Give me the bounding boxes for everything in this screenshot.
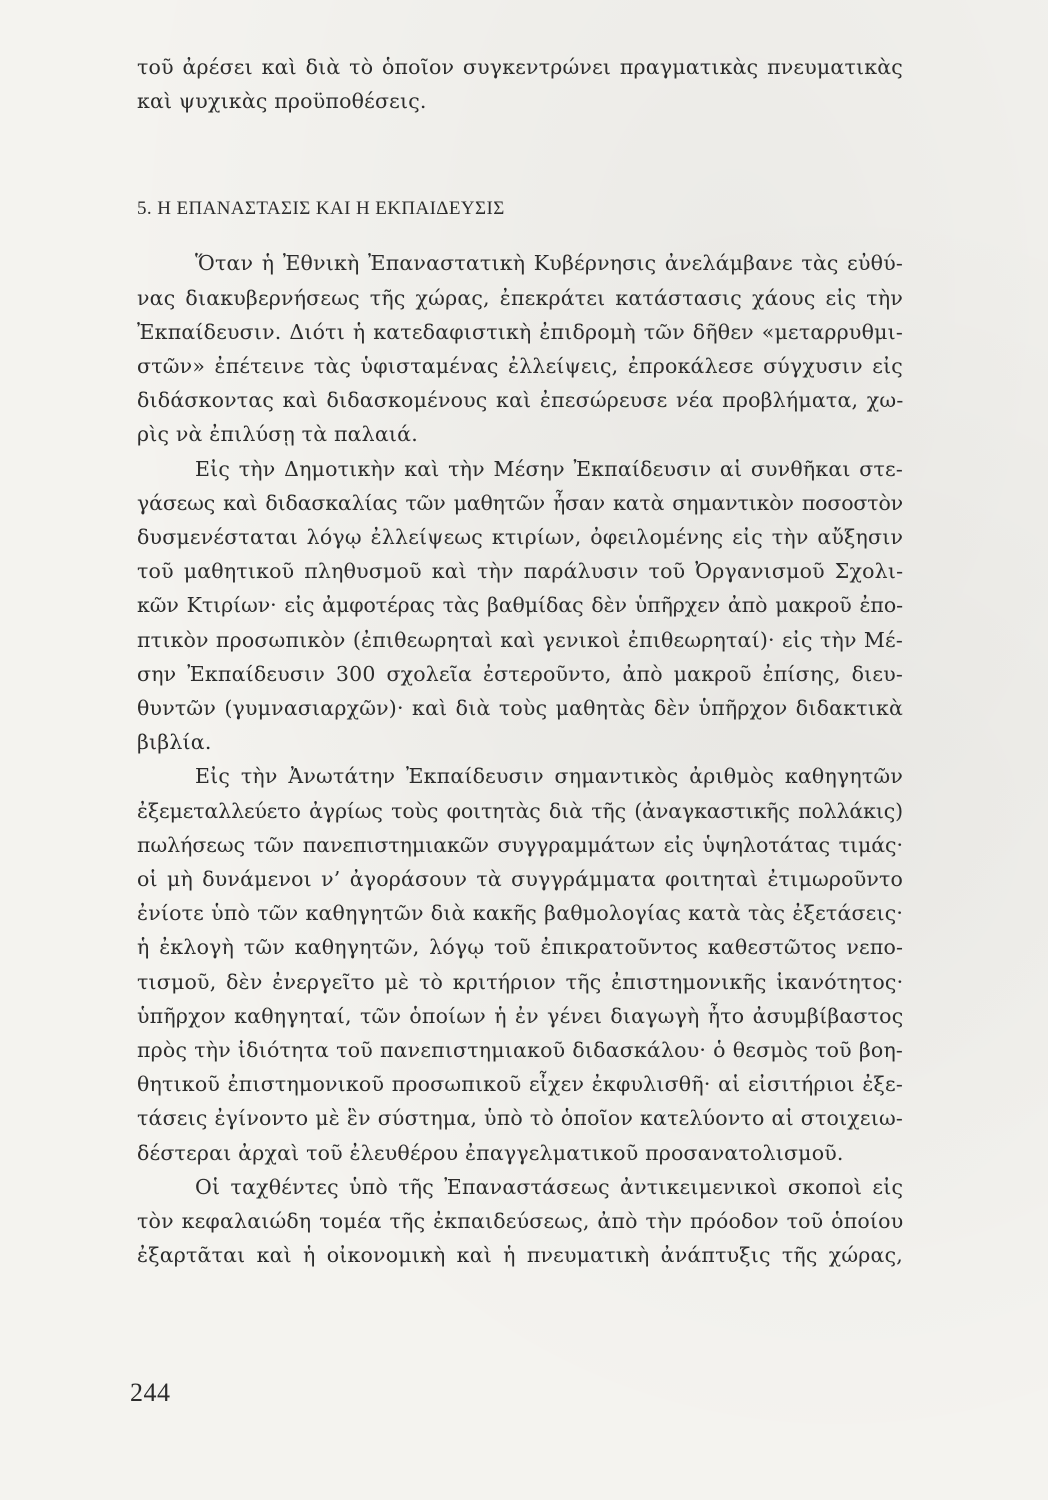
text-line: τοῦ ἀρέσει καὶ διὰ τὸ ὁποῖον συγκεντρώνει πραγματικὰς πνευματικὰς [137, 55, 903, 79]
text-line: κῶν Κτιρίων· εἰς ἀμφοτέρας τὰς βαθμίδας δὲν ὑπῆρχεν ἀπὸ μακροῦ ἐπο- [137, 593, 903, 618]
text-line: τάσεις ἐγίνοντο μὲ ἓν σύστημα, ὑπὸ τὸ ὁποῖον κατελύοντο αἱ στοιχειω- [137, 1106, 903, 1131]
text-line: νας διακυβερνήσεως τῆς χώρας, ἐπεκράτει κατάστασις χάους εἰς τὴν [137, 285, 903, 310]
text-line: σην Ἐκπαίδευσιν 300 σχολεῖα ἐστεροῦντο, ἀπὸ μακροῦ ἐπίσης, διευ- [137, 661, 903, 686]
text-line: ἐνίοτε ὑπὸ τῶν καθηγητῶν διὰ κακῆς βαθμολογίας κατὰ τὰς ἐξετάσεις· [137, 901, 904, 926]
text-line: πωλήσεως τῶν πανεπιστημιακῶν συγγραμμάτων εἰς ὑψηλοτάτας τιμάς· [137, 832, 903, 857]
text-line: θητικοῦ ἐπιστημονικοῦ προσωπικοῦ εἶχεν ἐκφυλισθῆ· αἱ εἰσιτήριοι ἐξε- [137, 1072, 903, 1097]
text-line: τοῦ μαθητικοῦ πληθυσμοῦ καὶ τὴν παράλυσιν τοῦ Ὀργανισμοῦ Σχολι- [137, 559, 904, 584]
text-line: τὸν κεφαλαιώδη τομέα τῆς ἐκπαιδεύσεως, ἀπὸ τὴν πρόοδον τοῦ ὁποίου [137, 1209, 904, 1234]
page-body [137, 50, 903, 1273]
text-line: ἡ ἐκλογὴ τῶν καθηγητῶν, λόγῳ τοῦ ἐπικρατοῦντος καθεστῶτος νεπο- [137, 935, 904, 960]
text-line: ἐξαρτᾶται καὶ ἡ οἰκονομικὴ καὶ ἡ πνευματικὴ ἀνάπτυξις τῆς χώρας, [137, 1243, 903, 1268]
text-line: πρὸς τὴν ἰδιότητα τοῦ πανεπιστημιακοῦ διδασκάλου· ὁ θεσμὸς τοῦ βοη- [137, 1038, 904, 1063]
text-line: στῶν» ἐπέτεινε τὰς ὑφισταμένας ἐλλείψεις, ἐπροκάλεσε σύγχυσιν εἰς [137, 354, 903, 379]
text-line: ὑπῆρχον καθηγηταί, τῶν ὁποίων ἡ ἐν γένει διαγωγὴ ἦτο ἀσυμβίβαστος [137, 1003, 904, 1028]
section-heading: 5. Η ΕΠΑΝΑΣΤΑΣΙΣ ΚΑΙ Η ΕΚΠΑΙΔΕΥΣΙΣ [137, 198, 505, 220]
text-line: καὶ ψυχικὰς προϋποθέσεις. [137, 89, 427, 114]
text-line: διδάσκοντας καὶ διδασκομένους καὶ ἐπεσώρευσε νέα προβλήματα, χω- [137, 388, 904, 413]
page-number: 244 [130, 1378, 171, 1407]
paragraph-4 [137, 1170, 903, 1273]
text-line: Ἐκπαίδευσιν. Διότι ἡ κατεδαφιστικὴ ἐπιδρομὴ τῶν δῆθεν «μεταρρυθμι- [137, 319, 903, 344]
paragraph-1 [137, 246, 903, 451]
paragraph-3 [137, 759, 903, 1169]
paragraph-intro [137, 50, 903, 118]
text-line: τισμοῦ, δὲν ἐνεργεῖτο μὲ τὸ κριτήριον τῆς ἐπιστημονικῆς ἱκανότητος· [137, 969, 904, 994]
text-line: βιβλία. [137, 730, 212, 755]
text-line: πτικὸν προσωπικὸν (ἐπιθεωρηταὶ καὶ γενικοὶ ἐπιθεωρηταί)· εἰς τὴν Μέ- [137, 627, 903, 652]
text-line: θυντῶν (γυμνασιαρχῶν)· καὶ διὰ τοὺς μαθητὰς δὲν ὑπῆρχον διδακτικὰ [137, 696, 904, 721]
text-line: ρὶς νὰ ἐπιλύσῃ τὰ παλαιά. [137, 422, 418, 447]
text-line: Εἰς τὴν Δημοτικὴν καὶ τὴν Μέσην Ἐκπαίδευσιν αἱ συνθῆκαι στε- [195, 456, 903, 481]
text-line: οἱ μὴ δυνάμενοι ν’ ἀγοράσουν τὰ συγγράμματα φοιτηταὶ ἐτιμωροῦντο [137, 867, 904, 892]
text-line: δέστεραι ἀρχαὶ τοῦ ἐλευθέρου ἐπαγγελματικοῦ προσανατολισμοῦ. [137, 1140, 844, 1165]
text-line: δυσμενέσταται λόγῳ ἐλλείψεως κτιρίων, ὀφειλομένης εἰς τὴν αὔξησιν [137, 525, 904, 550]
text-line: Εἰς τὴν Ἀνωτάτην Ἐκπαίδευσιν σημαντικὸς ἀριθμὸς καθηγητῶν [195, 764, 903, 789]
text-line: Ὅταν ἡ Ἐθνικὴ Ἐπαναστατικὴ Κυβέρνησις ἀνελάμβανε τὰς εὐθύ- [195, 251, 903, 276]
paragraph-2 [137, 452, 903, 760]
text-line: Οἱ ταχθέντες ὑπὸ τῆς Ἐπαναστάσεως ἀντικειμενικοὶ σκοποὶ εἰς [195, 1174, 904, 1199]
text-line: ἐξεμεταλλεύετο ἀγρίως τοὺς φοιτητὰς διὰ τῆς (ἀναγκαστικῆς πολλάκις) [137, 798, 903, 823]
text-line: γάσεως καὶ διδασκαλίας τῶν μαθητῶν ἦσαν κατὰ σημαντικὸν ποσοστὸν [137, 490, 903, 515]
